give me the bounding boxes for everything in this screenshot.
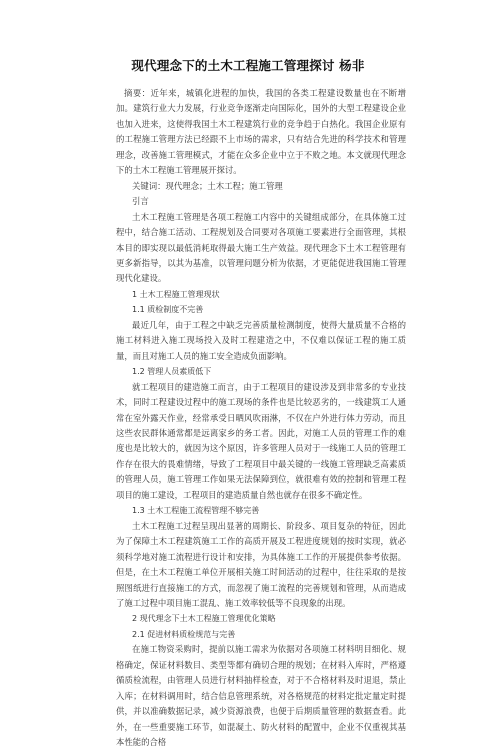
section-heading: 1.1 质检制度不完善 [132, 305, 204, 315]
article-body [116, 86, 406, 750]
body-paragraph: 在施工物资采购时，提前以施工需求为依据对各项施工材料明目细化、规格确定，保证材料数目、类型等都有确切合理的规划；在材料入库时，严格遵循质检流程，由管理人员进行材料抽样检查，对于不合格材料及时退退，禁止入库；在材料调用时，结合信息管理系统，对各格规范的材料定批定量定时提供，并以准确数据记录，减少资源浪费，也便于后期质量管理的数据查看。此外，在一些重要施工环节，如混凝土、防火材料的配置中，企业不仅重视其基本性能的合格 [116, 644, 406, 748]
body-paragraph: 最近几年，由于工程之中缺乏完善质量检测制度，使得大量质量不合格的施工材料进入施工现场投入及时工程建造之中，不仅难以保证工程的施工质量，而且对施工人员的施工安全造成负面影响。 [116, 319, 406, 361]
section-heading: 1.3 土木工程施工流程管理不够完善 [132, 506, 260, 516]
section-heading: 2 现代理念下土木工程施工管理优化策略 [132, 614, 276, 624]
section-heading: 1 土木工程施工管理现状 [132, 289, 220, 299]
body-paragraph: 引言 [132, 196, 149, 207]
body-paragraph: 就工程项目的建造施工而言，由于工程项目的建设涉及到非常多的专业技术，同时工程建设过程中的施工现场的条件也是比较恶劣的，一线建筑工人通常在室外露天作业，经常承受日晒风吹雨淋，不仅在户外进行体力劳动，而且这些农民群体通常都是远离家乡的务工者。因此，对施工人员的管理工作的难度也是比较大的，就因为这个原因，许多管理人员对于一线施工人员的管理工作存在很大的畏难情绪，导致了工程项目中最关键的一线施工管理缺乏高素质的管理人员，施工管理工作如果无法保障到位，就很难有效的控制和管理工程项目的施工建设，工程项目的建造质量自然也就存在很多不确定性。 [116, 381, 406, 500]
body-paragraph: 土木工程施工管理是各项工程施工内容中的关键组成部分，在具体施工过程中，结合施工活动、工程规划及合同要对各项施工要素进行全面管理，其根本目的即实现以最低消耗取得最大施工生产效益。现代理念下土木工程管理有更多新指导，以其为基准，以管理问题分析为依据，才更能促进我国施工管理现代化建设。 [116, 211, 406, 284]
body-paragraph: 土木工程施工过程呈现出显著的周期长、阶段多、项目复杂的特征，因此为了保障土木工程建筑施工工作的高质开展及工程进度规划的按时实现，就必须科学地对施工流程进行设计和安排，为具体施工工作的开展提供参考依据。但是，在土木工程施工单位开展相关施工时间活动的过程中，往往采取的是按照图纸进行直接施工的方式，而忽视了施工流程的完善规划和管理，从而造成了施工过程中项目施工混乱、施工效率较低等不良现象的出现。 [116, 520, 406, 608]
section-heading: 1.2 管理人员素质低下 [132, 367, 212, 377]
article-title: 现代理念下的土木工程施工管理探讨 杨非 [131, 58, 365, 73]
section-heading: 2.1 促进材料质检规范与完善 [132, 629, 236, 639]
body-paragraph: 摘要：近年来，城镇化进程的加快，我国的各类工程建设数量也在不断增加。建筑行业大力发展，行业竞争逐渐走向国际化，国外的大型工程建设企业也加入进来，这使得我国土木工程建筑行业的竞争趋于白热化。我国企业原有的工程施工管理方法已经跟不上市场的需求，只有结合先进的科学技术和管理理念，改善施工管理模式，才能在众多企业中立于不败之地。本文就现代理念下的土木工程施工管理展开探讨。 [116, 88, 406, 176]
body-paragraph: 关键词：现代理念；土木工程；施工管理 [132, 180, 283, 191]
